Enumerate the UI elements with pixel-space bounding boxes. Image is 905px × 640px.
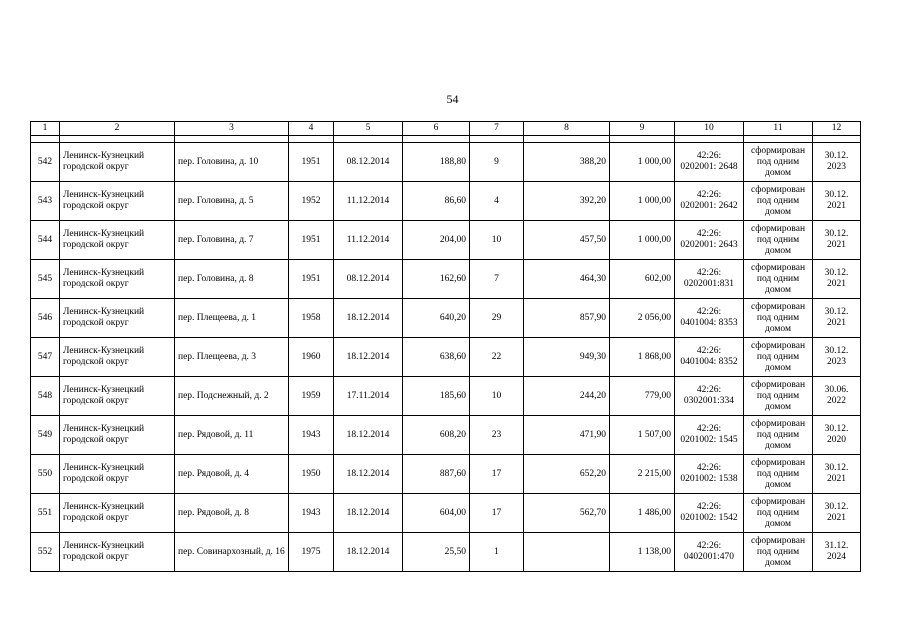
row-number-cell: 552 <box>31 533 60 572</box>
area-cell: 25,50 <box>403 533 470 572</box>
cadastral-number-cell: 42:26: 0302001:334 <box>675 377 744 416</box>
count-cell: 23 <box>470 416 524 455</box>
table-row <box>31 533 861 572</box>
area-cell: 204,00 <box>403 221 470 260</box>
cadastral-number-cell: 42:26: 0202001:831 <box>675 260 744 299</box>
count-cell: 1 <box>470 533 524 572</box>
area3-cell: 1 000,00 <box>610 182 675 221</box>
table-row <box>31 416 861 455</box>
status-cell: сформирован под одним домом <box>744 143 813 182</box>
date-cell: 08.12.2014 <box>334 143 403 182</box>
year-cell: 1943 <box>289 416 334 455</box>
area-cell: 640,20 <box>403 299 470 338</box>
table-row <box>31 182 861 221</box>
date-cell: 18.12.2014 <box>334 416 403 455</box>
deadline-cell: 31.12. 2024 <box>813 533 861 572</box>
year-cell: 1952 <box>289 182 334 221</box>
cadastral-number-cell: 42:26: 0202001: 2648 <box>675 143 744 182</box>
year-cell: 1950 <box>289 455 334 494</box>
count-cell: 10 <box>470 377 524 416</box>
table-row <box>31 221 861 260</box>
row-number-cell: 546 <box>31 299 60 338</box>
address-cell: пер. Головина, д. 7 <box>175 221 289 260</box>
deadline-cell: 30.12. 2020 <box>813 416 861 455</box>
year-cell: 1951 <box>289 143 334 182</box>
area2-cell: 244,20 <box>524 377 610 416</box>
area-cell: 638,60 <box>403 338 470 377</box>
municipality-cell: Ленинск-Кузнецкий городской округ <box>60 494 175 533</box>
deadline-cell: 30.12. 2021 <box>813 260 861 299</box>
deadline-cell: 30.12. 2021 <box>813 182 861 221</box>
status-cell: сформирован под одним домом <box>744 299 813 338</box>
cadastral-number-cell: 42:26: 0401004: 8353 <box>675 299 744 338</box>
year-cell: 1960 <box>289 338 334 377</box>
deadline-cell: 30.06. 2022 <box>813 377 861 416</box>
municipality-cell: Ленинск-Кузнецкий городской округ <box>60 299 175 338</box>
status-cell: сформирован под одним домом <box>744 182 813 221</box>
cadastral-number-cell: 42:26: 0401004: 8352 <box>675 338 744 377</box>
date-cell: 11.12.2014 <box>334 221 403 260</box>
municipality-cell: Ленинск-Кузнецкий городской округ <box>60 182 175 221</box>
column-header: 5 <box>334 122 403 136</box>
table-row <box>31 455 861 494</box>
area3-cell: 2 056,00 <box>610 299 675 338</box>
cadastral-number-cell: 42:26: 0201002: 1542 <box>675 494 744 533</box>
area3-cell: 1 138,00 <box>610 533 675 572</box>
address-cell: пер. Рядовой, д. 8 <box>175 494 289 533</box>
municipality-cell: Ленинск-Кузнецкий городской округ <box>60 377 175 416</box>
area-cell: 86,60 <box>403 182 470 221</box>
date-cell: 18.12.2014 <box>334 533 403 572</box>
count-cell: 17 <box>470 494 524 533</box>
area-cell: 887,60 <box>403 455 470 494</box>
area-cell: 604,00 <box>403 494 470 533</box>
year-cell: 1975 <box>289 533 334 572</box>
deadline-cell: 30.12. 2023 <box>813 143 861 182</box>
date-cell: 18.12.2014 <box>334 338 403 377</box>
cadastral-number-cell: 42:26: 0201002: 1538 <box>675 455 744 494</box>
table-row <box>31 260 861 299</box>
row-number-cell: 544 <box>31 221 60 260</box>
column-header: 10 <box>675 122 744 136</box>
deadline-cell: 30.12. 2021 <box>813 494 861 533</box>
municipality-cell: Ленинск-Кузнецкий городской округ <box>60 260 175 299</box>
table-spacer-row <box>31 136 861 143</box>
year-cell: 1951 <box>289 221 334 260</box>
area3-cell: 1 507,00 <box>610 416 675 455</box>
cadastral-number-cell: 42:26: 0202001: 2642 <box>675 182 744 221</box>
column-header: 6 <box>403 122 470 136</box>
date-cell: 08.12.2014 <box>334 260 403 299</box>
deadline-cell: 30.12. 2023 <box>813 338 861 377</box>
status-cell: сформирован под одним домом <box>744 377 813 416</box>
status-cell: сформирован под одним домом <box>744 416 813 455</box>
column-header: 2 <box>60 122 175 136</box>
municipality-cell: Ленинск-Кузнецкий городской округ <box>60 533 175 572</box>
area2-cell: 388,20 <box>524 143 610 182</box>
municipality-cell: Ленинск-Кузнецкий городской округ <box>60 338 175 377</box>
area2-cell: 464,30 <box>524 260 610 299</box>
deadline-cell: 30.12. 2021 <box>813 455 861 494</box>
area3-cell: 1 000,00 <box>610 143 675 182</box>
area-cell: 185,60 <box>403 377 470 416</box>
count-cell: 22 <box>470 338 524 377</box>
year-cell: 1943 <box>289 494 334 533</box>
area3-cell: 779,00 <box>610 377 675 416</box>
column-header: 3 <box>175 122 289 136</box>
municipality-cell: Ленинск-Кузнецкий городской округ <box>60 416 175 455</box>
row-number-cell: 543 <box>31 182 60 221</box>
column-header: 8 <box>524 122 610 136</box>
cadastral-number-cell: 42:26: 0202001: 2643 <box>675 221 744 260</box>
area2-cell: 949,30 <box>524 338 610 377</box>
status-cell: сформирован под одним домом <box>744 494 813 533</box>
count-cell: 7 <box>470 260 524 299</box>
area3-cell: 2 215,00 <box>610 455 675 494</box>
area3-cell: 1 868,00 <box>610 338 675 377</box>
row-number-cell: 545 <box>31 260 60 299</box>
table-row <box>31 338 861 377</box>
municipality-cell: Ленинск-Кузнецкий городской округ <box>60 143 175 182</box>
row-number-cell: 542 <box>31 143 60 182</box>
address-cell: пер. Головина, д. 10 <box>175 143 289 182</box>
table-row <box>31 143 861 182</box>
housing-register-table <box>30 121 861 572</box>
row-number-cell: 548 <box>31 377 60 416</box>
area-cell: 162,60 <box>403 260 470 299</box>
area-cell: 188,80 <box>403 143 470 182</box>
date-cell: 11.12.2014 <box>334 182 403 221</box>
count-cell: 29 <box>470 299 524 338</box>
table-row <box>31 299 861 338</box>
status-cell: сформирован под одним домом <box>744 533 813 572</box>
column-header: 11 <box>744 122 813 136</box>
count-cell: 4 <box>470 182 524 221</box>
status-cell: сформирован под одним домом <box>744 221 813 260</box>
area3-cell: 1 486,00 <box>610 494 675 533</box>
row-number-cell: 551 <box>31 494 60 533</box>
area2-cell: 392,20 <box>524 182 610 221</box>
area2-cell: 652,20 <box>524 455 610 494</box>
area2-cell: 471,90 <box>524 416 610 455</box>
table-header-row <box>31 122 861 136</box>
address-cell: пер. Рядовой, д. 11 <box>175 416 289 455</box>
municipality-cell: Ленинск-Кузнецкий городской округ <box>60 221 175 260</box>
row-number-cell: 550 <box>31 455 60 494</box>
column-header: 7 <box>470 122 524 136</box>
municipality-cell: Ленинск-Кузнецкий городской округ <box>60 455 175 494</box>
area2-cell: 562,70 <box>524 494 610 533</box>
address-cell: пер. Плещеева, д. 1 <box>175 299 289 338</box>
table-row <box>31 494 861 533</box>
year-cell: 1958 <box>289 299 334 338</box>
deadline-cell: 30.12. 2021 <box>813 299 861 338</box>
deadline-cell: 30.12. 2021 <box>813 221 861 260</box>
status-cell: сформирован под одним домом <box>744 338 813 377</box>
status-cell: сформирован под одним домом <box>744 260 813 299</box>
cadastral-number-cell: 42:26: 0201002: 1545 <box>675 416 744 455</box>
address-cell: пер. Плещеева, д. 3 <box>175 338 289 377</box>
date-cell: 18.12.2014 <box>334 299 403 338</box>
area-cell: 608,20 <box>403 416 470 455</box>
cadastral-number-cell: 42:26: 0402001:470 <box>675 533 744 572</box>
row-number-cell: 549 <box>31 416 60 455</box>
address-cell: пер. Головина, д. 8 <box>175 260 289 299</box>
address-cell: пер. Совинархозный, д. 16 <box>175 533 289 572</box>
date-cell: 18.12.2014 <box>334 494 403 533</box>
address-cell: пер. Рядовой, д. 4 <box>175 455 289 494</box>
count-cell: 9 <box>470 143 524 182</box>
year-cell: 1951 <box>289 260 334 299</box>
column-header: 9 <box>610 122 675 136</box>
year-cell: 1959 <box>289 377 334 416</box>
table-row <box>31 377 861 416</box>
area3-cell: 1 000,00 <box>610 221 675 260</box>
date-cell: 17.11.2014 <box>334 377 403 416</box>
area3-cell: 602,00 <box>610 260 675 299</box>
page-number: 54 <box>446 92 459 106</box>
address-cell: пер. Головина, д. 5 <box>175 182 289 221</box>
address-cell: пер. Подснежный, д. 2 <box>175 377 289 416</box>
column-header: 4 <box>289 122 334 136</box>
count-cell: 10 <box>470 221 524 260</box>
area2-cell <box>524 533 610 572</box>
status-cell: сформирован под одним домом <box>744 455 813 494</box>
column-header: 12 <box>813 122 861 136</box>
column-header: 1 <box>31 122 60 136</box>
date-cell: 18.12.2014 <box>334 455 403 494</box>
area2-cell: 457,50 <box>524 221 610 260</box>
row-number-cell: 547 <box>31 338 60 377</box>
area2-cell: 857,90 <box>524 299 610 338</box>
count-cell: 17 <box>470 455 524 494</box>
